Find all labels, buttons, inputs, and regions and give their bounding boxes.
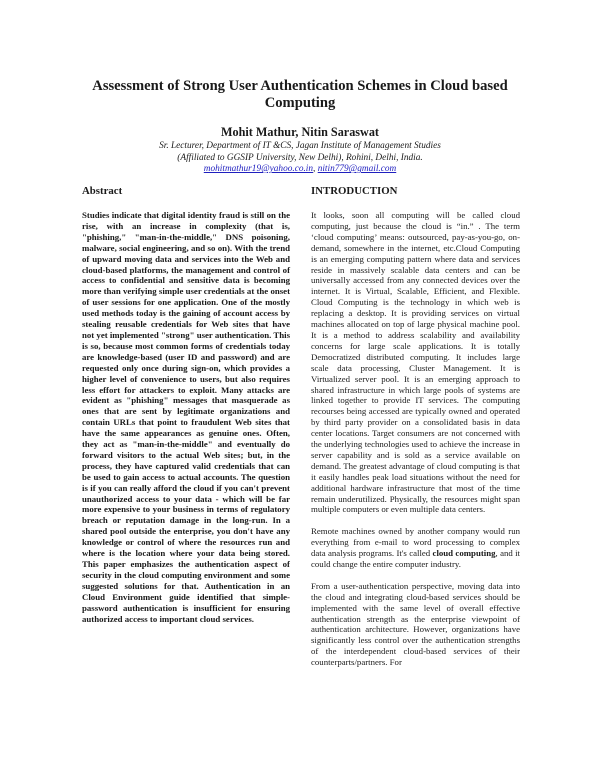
- intro-paragraph-1: It looks, soon all computing will be called cloud computing, just because the cloud is “in.” . The term ‘cloud computing’ means: outsourced, pay-as-you-go, on-demand, somewhere in the internet, etc.Cloud Computing is an emerging computing pattern where data and services reside in massively scalable data centers and can be universally accessed from any connected devices over the internet. It is Virtual, Scalable, Efficient, and Flexible. Cloud Computing is the technology in which web is replacing a desktop. It is providing services on virtual machines allocated on top of large physical machine pool. It is a method to address scalability and availability concerns for large scale applications. It is totally Democratized distributed computing. It includes large scale data processing, Cluster Management. It is Virtualized server pool. It is an emerging approach to shared infrastructure in which large pools of systems are linked together to provide IT services. The computing recourses being accessed are typically owned and operated by third party provider on a consolidated basis in data center locations. Target consumers are not concerned with the underlying technologies used to achieve the increase in server capability and is sold as a service available on demand. The greatest advantage of cloud computing is that it easily handles peak load situations without the need for additional hardware infrastructure that most of the time remain underutilized. Physically, the resources might span multiple computers or even multiple data centers.: [311, 210, 520, 515]
- abstract-heading: Abstract: [82, 185, 123, 197]
- email-line: [60, 164, 540, 176]
- introduction-heading: INTRODUCTION: [311, 185, 398, 197]
- intro-paragraph-2-end: , and it could change the entire computer industry.: [311, 548, 521, 569]
- affiliation-line-2: (Affiliated to GGSIP University, New Delhi), Rohini, Delhi, India.: [177, 152, 423, 163]
- introduction-body: [311, 210, 520, 668]
- affiliation-line-1: Sr. Lecturer, Department of IT &CS, Jagan Institute of Management Studies: [159, 141, 441, 151]
- email-separator: ,: [313, 164, 318, 175]
- paper-title: Assessment of Strong User Authentication Schemes in Cloud based Computing: [92, 78, 508, 111]
- email-link-2[interactable]: nitin779@gmail.com: [317, 164, 397, 175]
- email-link-1[interactable]: mohitmathur19@yahoo.co.in: [203, 164, 314, 175]
- intro-paragraph-2-bold: cloud computing: [432, 548, 496, 559]
- intro-paragraph-2: [311, 526, 520, 570]
- paper-authors: Mohit Mathur, Nitin Saraswat: [221, 125, 379, 139]
- intro-paragraph-3: From a user-authentication perspective, moving data into the cloud and integrating cloud-based services should be implemented with the same level of overall effective authentication strength as the enterprise viewpoint of authentication architecture. However, organizations have significantly less control over the authentication strengths of the interdependent cloud-based services of their counterparts/partners. For: [311, 580, 520, 668]
- abstract-body: [82, 210, 290, 624]
- affiliation-block: [60, 141, 540, 176]
- abstract-text: Studies indicate that digital identity fraud is still on the rise, with an increase in complexity (that is, "phishing," "man-in-the-middle," DNS poisoning, malware, social engineering, and so on). With the trend of upward moving data and services into the Web and cloud-based platforms, the management and control of access to confidential and sensitive data is becoming more than verifying simple user credentials at the onset of user sessions for one application. One of the mostly used methods today is the gaining of account access by stealing reusable credentials for Web sites that have not yet implemented "strong" user authentication. This is so, because most common forms of credentials today are knowledge-based (user ID and password) and are requested only once during sign-on, which provides a higher level of convenience to users, but also requires less effort for attackers to exploit. Many attacks are evident as "phishing" messages that masquerade as ones that are sent by legitimate organizations and contain URLs that point to fraudulent Web sites that have the same appearances as genuine ones. Often, they act as "man-in-the-middle" and eventually do forward visitors to the actual Web sites; but, in the process, they have captured valid credentials that can be used to gain access to actual accounts. The question is if you can really afford the cloud if you can't prevent unauthorized access to your data - which will be far more expensive to your business in terms of regulatory breach or reputation damage in the long-run. In a shared pool outside the enterprise, you don't have any knowledge or control of where the resources run and where is the location where your data being stored. This paper emphasizes the authentication aspect of security in the cloud computing environment and some suggested solutions for that. Authentication in an Cloud Environment guide identified that simple-password authentication is insufficient for ensuring authorized access to important cloud services.: [82, 210, 290, 624]
- intro-paragraph-2-start: Remote machines owned by another company would run everything from e-mail to word processing to complex data analysis programs. It's called: [311, 526, 520, 559]
